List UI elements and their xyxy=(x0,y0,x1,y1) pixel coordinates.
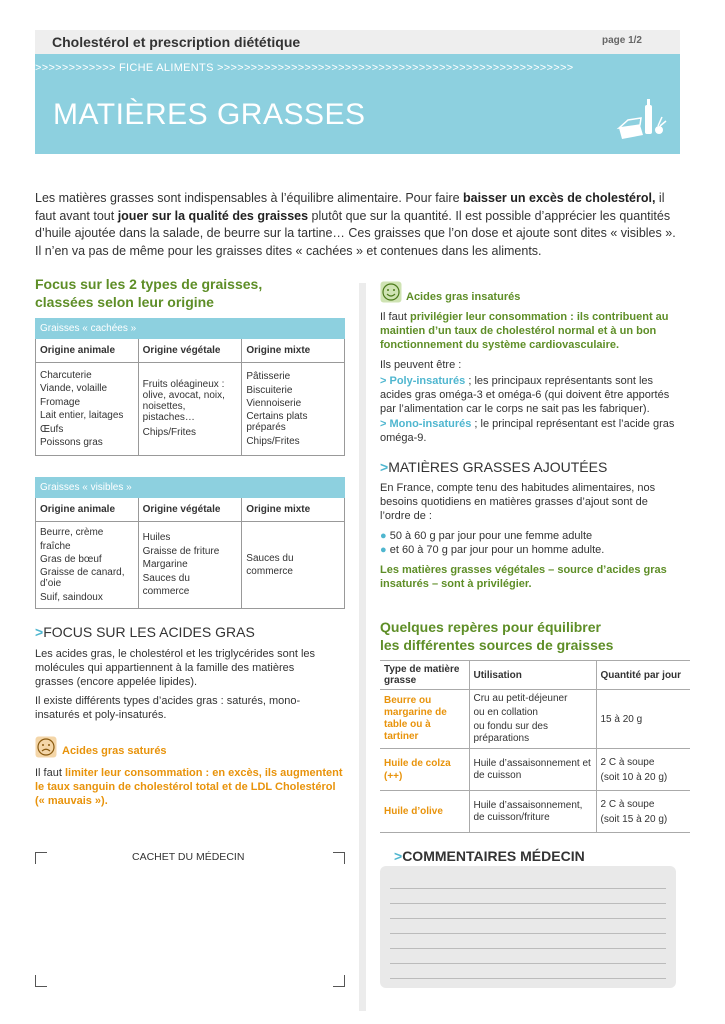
comment-line xyxy=(390,889,666,904)
table-cell: 2 C à soupe (soit 15 à 20 g) xyxy=(596,791,690,833)
col-header: Origine végétale xyxy=(138,498,242,522)
table-cell: Huile d’olive xyxy=(380,791,469,833)
col-header: Origine mixte xyxy=(242,339,345,363)
added-fats-title: >MATIÈRES GRASSES AJOUTÉES xyxy=(380,459,608,475)
focus-acids-text-1: Les acides gras, le cholestérol et les triglycérides sont les molécules qui appartiennent à la famille des matières grasses (encore appelée lipides). xyxy=(35,648,316,688)
table-cell: Huile d’assaisonnement et de cuisson xyxy=(469,749,596,791)
col-header: Origine animale xyxy=(36,339,139,363)
stamp-corner xyxy=(35,852,47,864)
col-header: Origine mixte xyxy=(242,498,345,522)
comments-title: >COMMENTAIRES MÉDECIN xyxy=(394,848,585,864)
table-cell: Cru au petit-déjeuner ou en collation ou fondu sur des préparations xyxy=(469,690,596,749)
table-cell: Beurre, crème fraîche Gras de bœuf Graisse de canard, d’oie Suif, saindoux xyxy=(36,522,139,609)
col-header: Origine végétale xyxy=(138,339,242,363)
unsaturated-text: Il faut privilégier leur consommation : ils contribuent au maintien d’un taux de cholestérol normal et à un bon fonctionnement du système cardiovasculaire. xyxy=(380,311,669,351)
table-row xyxy=(380,749,690,791)
banner-title: MATIÈRES GRASSES xyxy=(53,98,366,131)
table-row xyxy=(380,690,690,749)
table-cell: Beurre ou margarine de table ou à tartiner xyxy=(380,690,469,749)
table-cell: 15 à 20 g xyxy=(596,690,690,749)
comment-line xyxy=(390,919,666,934)
table-visible-fats xyxy=(35,477,345,609)
table-cell: 2 C à soupe (soit 10 à 20 g) xyxy=(596,749,690,791)
table-cell: Huile de colza (++) xyxy=(380,749,469,791)
table-caption: Graisses « cachées » xyxy=(36,319,345,339)
document-title: Cholestérol et prescription diététique xyxy=(52,34,301,50)
header-bar xyxy=(35,30,680,54)
comment-line xyxy=(390,874,666,889)
col-header: Type de matière grasse xyxy=(380,661,469,690)
stamp-corner xyxy=(35,975,47,987)
mono-unsaturated-text: > Mono-insaturés ; le principal représentant est l’acide gras oméga-9. xyxy=(380,418,675,444)
focus-acids-text-2: Il existe différents types d’acides gras : saturés, mono-insaturés et poly-insaturés. xyxy=(35,695,301,721)
table-hidden-fats xyxy=(35,318,345,456)
butter-oil-icon xyxy=(614,98,670,144)
table-caption: Graisses « visibles » xyxy=(36,478,345,498)
comment-box[interactable] xyxy=(380,866,676,988)
unsaturated-title: Acides gras insaturés xyxy=(406,291,521,303)
unsaturated-can-be: Ils peuvent être : xyxy=(380,359,462,371)
focus-types-title: Focus sur les 2 types de graisses, classées selon leur origine xyxy=(35,276,263,310)
comment-line xyxy=(390,904,666,919)
table-cell: Huiles Graisse de friture Margarine Sauces du commerce xyxy=(138,522,242,609)
poly-unsaturated-text: > Poly-insaturés ; les principaux représentants sont les acides gras oméga-3 et oméga-6 (qui doivent être apportés par l’alimentation car le corps ne sait pas les fabriquer). xyxy=(380,375,670,415)
table-cell: Charcuterie Viande, volaille Fromage Lait entier, laitages Œufs Poissons gras xyxy=(36,363,139,456)
added-fats-note: Les matières grasses végétales – source d’acides gras insaturés – sont à privilégier. xyxy=(380,564,667,590)
col-header: Quantité par jour xyxy=(596,661,690,690)
stamp-label: CACHET DU MÉDECIN xyxy=(132,851,245,863)
table-cell: Pâtisserie Biscuiterie Viennoiserie Certains plats préparés Chips/Frites xyxy=(242,363,345,456)
focus-acids-title: >FOCUS SUR LES ACIDES GRAS xyxy=(35,624,255,640)
banner-subtitle: >>>>>>>>>>>> FICHE ALIMENTS >>>>>>>>>>>>>>>>>>>>>>>>>>>>>>>>>>>>>>>>>>>>>>>>>>>>> xyxy=(35,62,574,74)
added-fats-bullet: ● 50 à 60 g par jour pour une femme adulte xyxy=(380,530,593,542)
smiley-happy-icon xyxy=(380,281,402,303)
comment-line xyxy=(390,949,666,964)
saturated-text: Il faut limiter leur consommation : en excès, ils augmentent le taux sanguin de cholestérol total et de LDL Cholestérol (« mauvais »). xyxy=(35,767,343,807)
added-fats-bullet: ● et 60 à 70 g par jour pour un homme adulte. xyxy=(380,544,605,556)
table-row xyxy=(380,791,690,833)
col-header: Utilisation xyxy=(469,661,596,690)
table-cell: Huile d’assaisonnement, de cuisson/friture xyxy=(469,791,596,833)
column-divider xyxy=(359,283,366,1011)
smiley-sad-icon xyxy=(35,736,57,758)
banner xyxy=(35,54,680,154)
comment-line xyxy=(390,934,666,949)
stamp-corner xyxy=(333,852,345,864)
table-cell: Sauces du commerce xyxy=(242,522,345,609)
col-header: Origine animale xyxy=(36,498,139,522)
added-fats-text: En France, compte tenu des habitudes alimentaires, nos besoins quotidiens en matières grasses d’ajout sont de l’ordre de : xyxy=(380,482,656,522)
benchmarks-table xyxy=(380,660,690,833)
stamp-corner xyxy=(333,975,345,987)
saturated-title: Acides gras saturés xyxy=(62,745,167,757)
table-cell: Fruits oléagineux : olive, avocat, noix, noisettes, pistaches… Chips/Frites xyxy=(138,363,242,456)
benchmarks-title: Quelques repères pour équilibrer les différentes sources de graisses xyxy=(380,619,614,653)
comment-line xyxy=(390,964,666,979)
page-number: page 1/2 xyxy=(601,35,642,46)
intro-paragraph: Les matières grasses sont indispensables à l’équilibre alimentaire. Pour faire baisser un excès de cholestérol, il faut avant tout jouer sur la qualité des graisses plutôt que sur la quantité. Il est possible d’apprécier les quantités d’huile ajoutée dans la salade, de beurre sur la tartine… Ces graisses que l’on dose et ajoute sont dites « visibles ». Il n’en va pas de même pour les graisses dites « cachées » et contenues dans les aliments. xyxy=(35,191,676,258)
